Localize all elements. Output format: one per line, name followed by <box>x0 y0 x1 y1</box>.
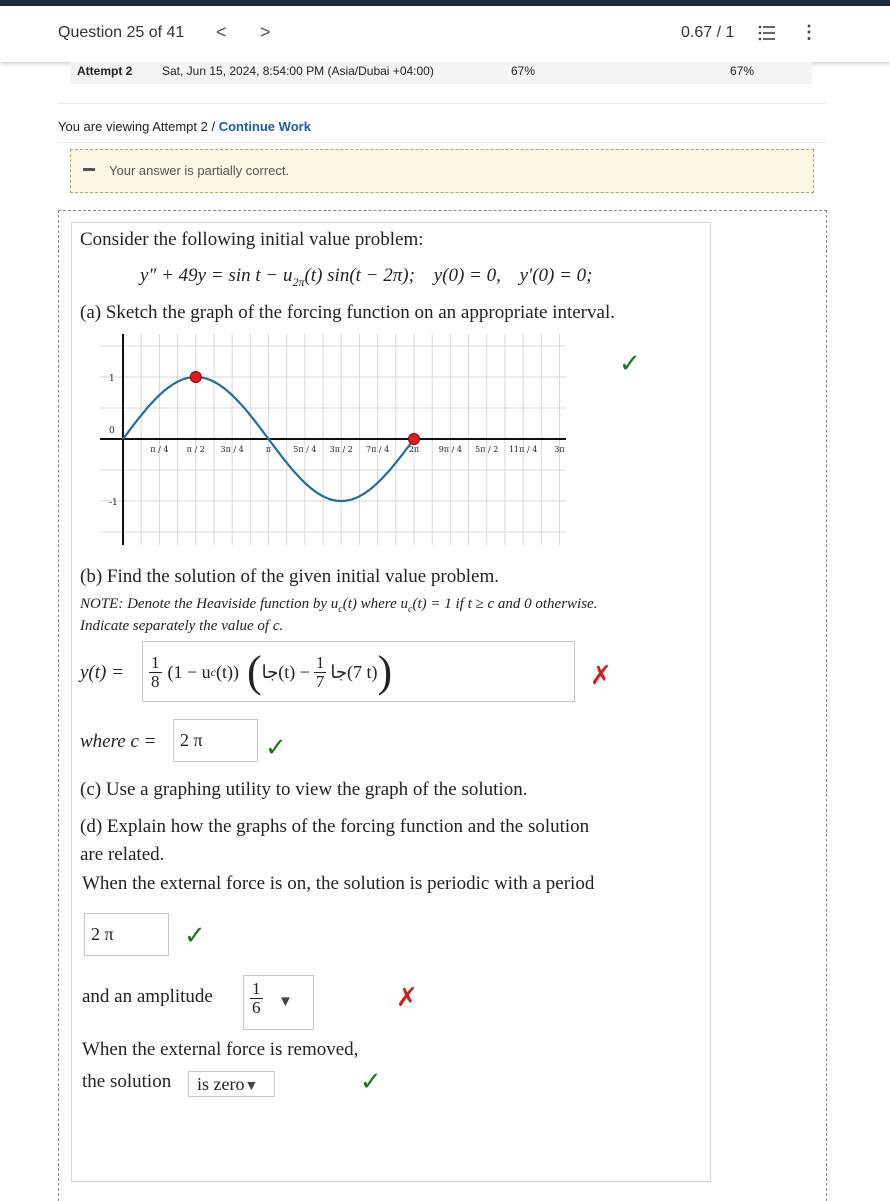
note-part-2: (t) where u <box>342 596 408 612</box>
part-d-text-2: are related. <box>80 844 165 865</box>
solution-mid-sub: c <box>210 664 216 679</box>
inner-frac-num: 1 <box>315 652 325 672</box>
solution-frac <box>149 654 162 691</box>
viewing-text: You are viewing Attempt 2 <box>58 119 208 134</box>
x-tick-label: 3π / 4 <box>220 445 244 454</box>
x-tick-label: 7π / 4 <box>366 445 390 454</box>
solution-check-icon: ✓ <box>360 1067 382 1097</box>
inner-frac-den: 7 <box>315 671 325 691</box>
x-tick-label: 5π / 4 <box>293 445 317 454</box>
equation-rhs: (t) sin(t − 2π); <box>304 265 415 286</box>
x-tick-label: π / 2 <box>186 445 205 454</box>
list-icon[interactable] <box>758 24 776 42</box>
solution-mid: (1 − u <box>167 661 211 682</box>
divider <box>58 142 826 143</box>
frac-num: 1 <box>151 652 160 672</box>
solution-inner-frac <box>314 654 327 691</box>
previous-question-button[interactable]: < <box>216 22 227 42</box>
initial-condition-2: y′(0) = 0; <box>519 265 593 286</box>
period-check-icon: ✓ <box>184 921 206 951</box>
graph-point <box>190 372 201 383</box>
question-score: 0.67 / 1 <box>681 24 735 41</box>
y-tick-label: 1 <box>109 374 115 384</box>
c-label: where c = <box>80 731 157 752</box>
partial-dash-icon <box>83 168 95 171</box>
period-input[interactable]: 2 π <box>84 913 169 956</box>
amplitude-dropdown-icon: ▼ <box>278 994 293 1010</box>
removed-text: When the external force is removed, <box>82 1039 359 1060</box>
x-tick-label: 5π / 2 <box>475 445 499 454</box>
forcing-function-graph[interactable] <box>100 332 566 547</box>
part-c-text: (c) Use a graphing utility to view the graph of the solution. <box>80 779 528 800</box>
feedback-message: Your answer is partially correct. <box>109 163 290 178</box>
x-tick-label: 2π <box>408 445 420 454</box>
initial-condition-1: y(0) = 0, <box>433 265 501 286</box>
problem-equation <box>140 265 593 290</box>
amplitude-text: and an amplitude <box>82 986 213 1007</box>
graph-point <box>409 434 420 445</box>
amp-num: 1 <box>252 979 261 998</box>
amplitude-select[interactable] <box>243 975 314 1030</box>
x-tick-label: 9π / 4 <box>438 445 462 454</box>
problem-intro: Consider the following initial value problem: <box>80 229 424 250</box>
solution-text: the solution <box>82 1071 172 1092</box>
amplitude-cross-icon: ✗ <box>396 983 418 1013</box>
x-tick-label: π <box>265 445 272 454</box>
x-tick-label: 3π / 2 <box>329 445 353 454</box>
question-header <box>0 6 890 62</box>
c-check-icon: ✓ <box>265 733 287 763</box>
solution-mid-end: (t)) <box>215 661 239 682</box>
solution-behavior-select[interactable] <box>188 1071 275 1097</box>
note-part-3: (t) = 1 if t ≥ c and 0 otherwise. <box>412 596 598 612</box>
equation-sub: 2π <box>292 274 305 289</box>
attempt-label: Attempt 2 <box>77 64 133 78</box>
continue-work-link[interactable]: Continue Work <box>218 119 311 134</box>
attempt-score-1: 67% <box>511 64 536 78</box>
amplitude-frac <box>250 980 263 1017</box>
frac-den: 8 <box>151 671 160 691</box>
part-a-text: (a) Sketch the graph of the forcing function on an appropriate interval. <box>80 302 615 323</box>
solution-input[interactable]: $\frac{1}{8}$ (1 − u c (t)) ( جا(t) − $\frac{1}{7}$ جا(7 t) ) <box>142 641 575 702</box>
y-tick-label: 0 <box>109 426 115 436</box>
periodic-text: When the external force is on, the solution is periodic with a period <box>82 873 595 894</box>
question-counter: Question 25 of 41 <box>58 24 185 41</box>
part-b-cross-icon: ✗ <box>590 661 612 691</box>
partial-correct-banner <box>70 149 814 193</box>
c-input[interactable]: 2 π <box>173 719 258 762</box>
next-question-button[interactable]: > <box>260 22 271 42</box>
divider <box>58 103 826 104</box>
solution-inner-2: جا(7 t) <box>330 661 378 682</box>
heaviside-note <box>80 596 597 615</box>
note-line-2: Indicate separately the value of c. <box>80 618 284 634</box>
note-sub-2: c <box>408 604 413 615</box>
viewing-divider: / <box>211 119 216 134</box>
solution-dropdown-icon: ▼ <box>244 1079 259 1094</box>
y-tick-label: -1 <box>109 498 118 508</box>
part-b-text: (b) Find the solution of the given initial value problem. <box>80 566 499 587</box>
attempt-datetime: Sat, Jun 15, 2024, 8:54:00 PM (Asia/Dubai +04:00) <box>162 64 434 78</box>
x-tick-label: 11π / 4 <box>508 445 538 454</box>
yt-label: y(t) = <box>80 662 124 683</box>
amp-den: 6 <box>252 997 261 1017</box>
more-vertical-icon[interactable]: ⋮ <box>800 22 818 42</box>
part-d-text-1: (d) Explain how the graphs of the forcing function and the solution <box>80 816 590 837</box>
solution-inner-1: جا(t) − <box>261 661 310 682</box>
x-tick-label: 3π <box>554 445 565 454</box>
x-tick-label: π / 4 <box>150 445 169 454</box>
solution-select-value: is zero <box>197 1074 245 1094</box>
part-a-check-icon: ✓ <box>619 349 641 379</box>
attempt-score-2: 67% <box>730 64 755 78</box>
attempt-row <box>70 62 812 84</box>
viewing-attempt-line <box>58 119 311 134</box>
equation-lhs: y″ + 49y = sin t − u <box>140 265 293 286</box>
note-part-1: NOTE: Denote the Heaviside function by u <box>80 596 339 612</box>
note-sub-1: c <box>338 604 343 615</box>
